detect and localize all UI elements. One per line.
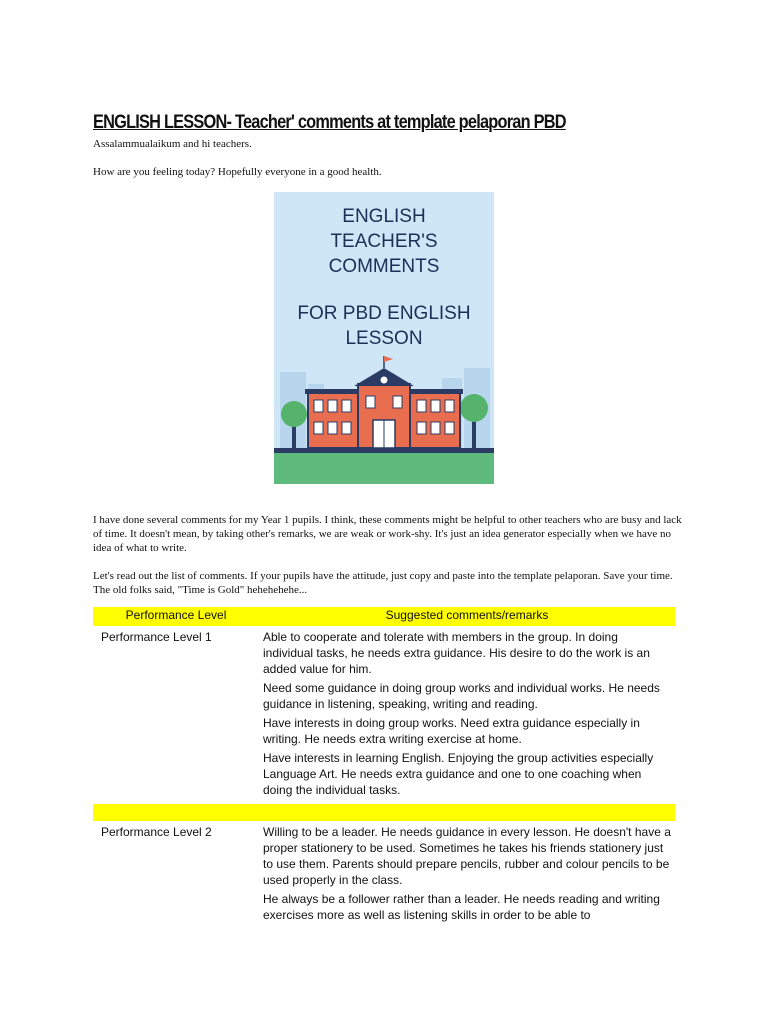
comment-text: Have interests in doing group works. Need extra guidance especially in writing. He needs extra writing exercise at home. xyxy=(263,716,640,746)
intro-paragraph: I have done several comments for my Year 1 pupils. I think, these comments might be helpful to other teachers who are busy and lack of time. It doesn't mean, by taking other's remarks, we are weak or work-shy. It's just an idea generator especially when we have no idea of what to write. xyxy=(93,514,682,554)
cover-title-line-2: TEACHER'S xyxy=(330,231,438,252)
document-title: ENGLISH LESSON- Teacher' comments at template pelaporan PBD xyxy=(93,112,566,133)
greeting-paragraph: Assalammualaikum and hi teachers. xyxy=(93,138,252,150)
header-performance-level: Performance Level xyxy=(93,607,255,626)
cover-title-line-5: LESSON xyxy=(345,328,423,349)
separator-cell xyxy=(93,804,255,821)
comments-table xyxy=(93,604,675,929)
performance-level-cell: Performance Level 2 xyxy=(101,825,212,839)
comment-text: Able to cooperate and tolerate with members in the group. In doing individual tasks, he needs extra guidance. His desire to do the work is an added value for him. xyxy=(263,630,650,676)
comment-text: Have interests in learning English. Enjoying the group activities especially Language Art. He needs extra guidance and one to one coaching when doing the individual tasks. xyxy=(263,751,654,797)
table-row xyxy=(93,629,675,801)
performance-level-cell: Performance Level 1 xyxy=(101,630,212,644)
separator-cell xyxy=(255,804,675,821)
school-building-illustration xyxy=(274,192,494,484)
cover-title-line-1: ENGLISH xyxy=(342,206,426,227)
table-separator-row xyxy=(93,804,675,821)
cover-image xyxy=(274,192,494,484)
instructions-paragraph: Let's read out the list of comments. If your pupils have the attitude, just copy and paste into the template pelaporan. Save your time. The old folks said, "Time is Gold" hehehehehe... xyxy=(93,570,673,596)
question-paragraph: How are you feeling today? Hopefully everyone in a good health. xyxy=(93,166,382,178)
header-suggested-comments: Suggested comments/remarks xyxy=(255,607,675,626)
cover-title-line-3: COMMENTS xyxy=(328,256,440,277)
table-row xyxy=(93,824,675,926)
comments-cell xyxy=(255,629,675,801)
comment-text: Need some guidance in doing group works and individual works. He needs guidance in listening, speaking, writing and reading. xyxy=(263,681,660,711)
comment-text: He always be a follower rather than a leader. He needs reading and writing exercises more as well as listening skills in order to be able to xyxy=(263,892,660,922)
comment-text: Willing to be a leader. He needs guidance in every lesson. He doesn't have a proper stationery to be used. Sometimes he takes his friends stationery just to use them. Parents should prepare pencils, rubber and colour pencils to be used properly in the class. xyxy=(263,825,671,887)
comments-cell xyxy=(255,824,675,926)
table-header-row xyxy=(93,607,675,626)
cover-title-line-4: FOR PBD ENGLISH xyxy=(297,303,471,324)
